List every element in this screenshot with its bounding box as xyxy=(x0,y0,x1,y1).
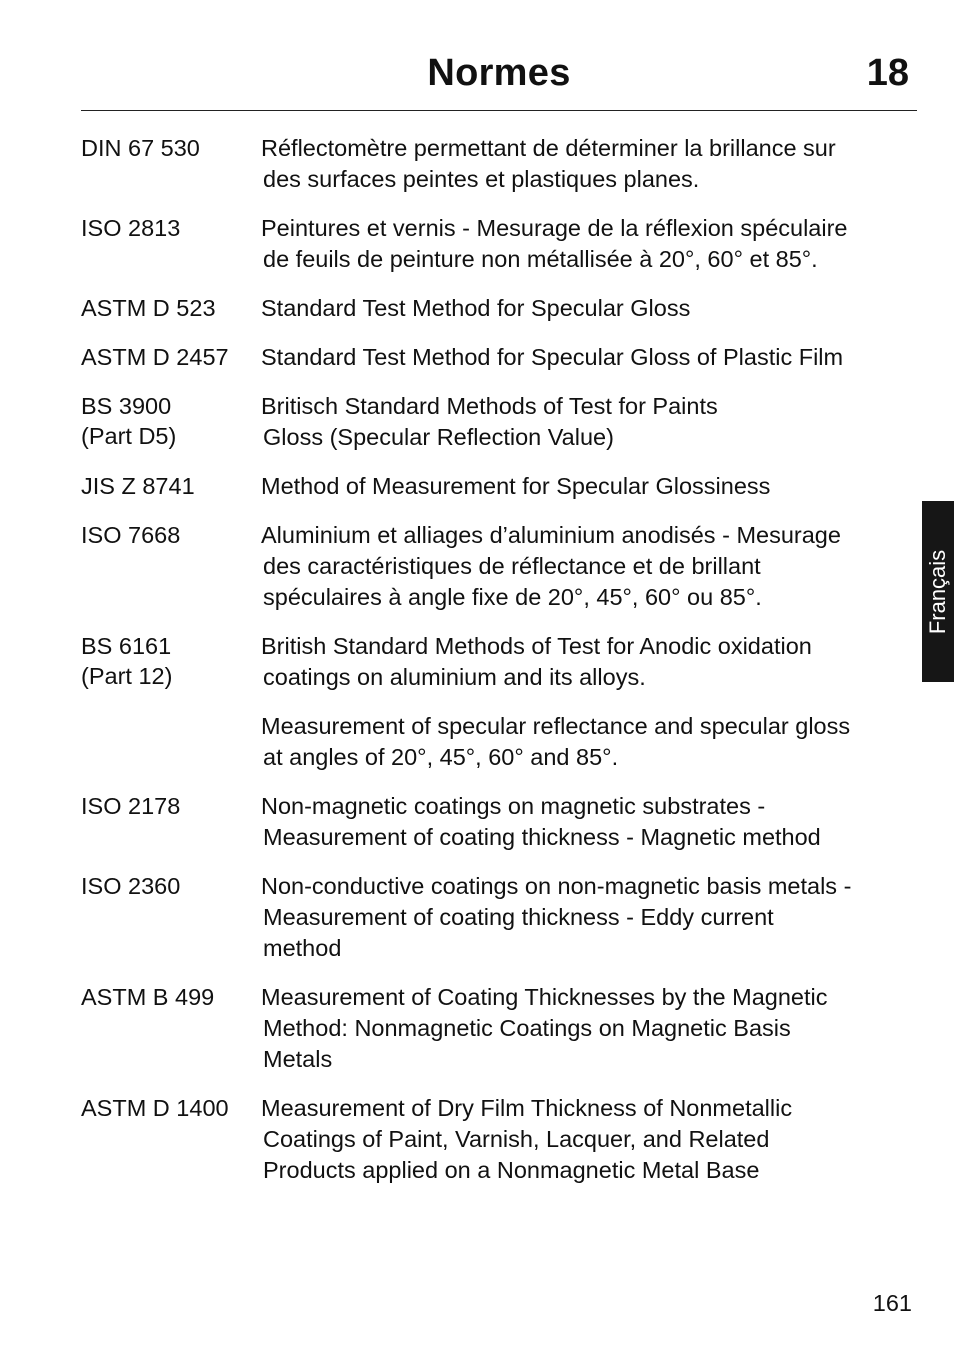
standard-entry xyxy=(81,133,919,195)
description-line: Method: Nonmagnetic Coatings on Magnetic Basis xyxy=(263,1015,791,1041)
standard-code: ISO 7668 xyxy=(81,522,181,548)
standard-entry xyxy=(81,391,919,453)
description-line: Measurement of Coating Thicknesses by the Magnetic xyxy=(261,984,828,1010)
description-line: Aluminium et alliages d’aluminium anodisés - Mesurage xyxy=(261,522,841,548)
description-line: Method of Measurement for Specular Glossiness xyxy=(261,473,771,499)
description-line: Standard Test Method for Specular Gloss of Plastic Film xyxy=(261,344,844,370)
standard-description xyxy=(261,982,919,1075)
standard-code xyxy=(81,711,261,773)
description-line: Measurement of coating thickness - Eddy current xyxy=(263,904,774,930)
description-line: spéculaires à angle fixe de 20°, 45°, 60° ou 85°. xyxy=(263,584,762,610)
language-tab[interactable] xyxy=(922,501,954,682)
standard-description xyxy=(261,342,919,373)
standard-description xyxy=(261,391,919,453)
standard-entry xyxy=(81,1093,919,1186)
description-line: de feuils de peinture non métallisée à 20°, 60° et 85°. xyxy=(263,246,818,272)
page-number: 161 xyxy=(872,1290,912,1316)
description-line: Measurement of specular reflectance and specular gloss xyxy=(261,713,851,739)
standards-list xyxy=(81,133,919,1204)
standard-description xyxy=(261,1093,919,1186)
standard-description xyxy=(261,631,919,693)
standard-code: DIN 67 530 xyxy=(81,135,200,161)
description-line: Réflectomètre permettant de déterminer la brillance sur xyxy=(261,135,836,161)
description-line: Britisch Standard Methods of Test for Paints xyxy=(261,393,718,419)
standard-entry xyxy=(81,871,919,964)
description-line: Measurement of coating thickness - Magnetic method xyxy=(263,824,821,850)
description-line: method xyxy=(263,935,342,961)
standard-code: ASTM D 523 xyxy=(81,295,216,321)
standard-description xyxy=(261,871,919,964)
description-line: Measurement of Dry Film Thickness of Nonmetallic xyxy=(261,1095,793,1121)
standard-entry xyxy=(81,520,919,613)
standard-description xyxy=(261,471,919,502)
description-line: Gloss (Specular Reflection Value) xyxy=(263,424,614,450)
standard-entry xyxy=(81,293,919,324)
language-tab-label: Français xyxy=(925,549,950,634)
description-line: Peintures et vernis - Mesurage de la réflexion spéculaire xyxy=(261,215,848,241)
standard-code: BS 3900 (Part D5) xyxy=(81,393,177,449)
standard-code: ISO 2360 xyxy=(81,873,181,899)
description-line: des surfaces peintes et plastiques planes. xyxy=(263,166,700,192)
standard-description xyxy=(261,791,919,853)
standard-description xyxy=(261,133,919,195)
standard-description xyxy=(261,293,919,324)
description-line: Products applied on a Nonmagnetic Metal Base xyxy=(263,1157,760,1183)
description-line: Non-magnetic coatings on magnetic substrates - xyxy=(261,793,766,819)
standard-entry xyxy=(81,213,919,275)
description-line: des caractéristiques de réflectance et de brillant xyxy=(263,553,761,579)
standard-code: BS 6161 (Part 12) xyxy=(81,633,173,689)
description-line: coatings on aluminium and its alloys. xyxy=(263,664,646,690)
standard-description xyxy=(261,520,919,613)
standard-code: ISO 2813 xyxy=(81,215,181,241)
standard-entry xyxy=(81,342,919,373)
description-line: Non-conductive coatings on non-magnetic basis metals - xyxy=(261,873,852,899)
page-header xyxy=(81,48,917,111)
description-line: British Standard Methods of Test for Anodic oxidation xyxy=(261,633,812,659)
description-line: Metals xyxy=(263,1046,333,1072)
standard-entry xyxy=(81,791,919,853)
chapter-number: 18 xyxy=(866,52,909,94)
description-line: Standard Test Method for Specular Gloss xyxy=(261,295,691,321)
standard-code: ISO 2178 xyxy=(81,793,181,819)
standard-code: ASTM D 1400 xyxy=(81,1095,229,1121)
description-line: Coatings of Paint, Varnish, Lacquer, and Related xyxy=(263,1126,770,1152)
standard-description xyxy=(261,213,919,275)
standard-code: JIS Z 8741 xyxy=(81,473,195,499)
description-line: at angles of 20°, 45°, 60° and 85°. xyxy=(263,744,619,770)
standard-entry xyxy=(81,471,919,502)
standard-entry xyxy=(81,982,919,1075)
page-title: Normes xyxy=(427,52,571,94)
standard-code: ASTM D 2457 xyxy=(81,344,229,370)
standard-description xyxy=(261,711,919,773)
standard-entry xyxy=(81,711,919,773)
standard-entry xyxy=(81,631,919,693)
standard-code: ASTM B 499 xyxy=(81,984,215,1010)
